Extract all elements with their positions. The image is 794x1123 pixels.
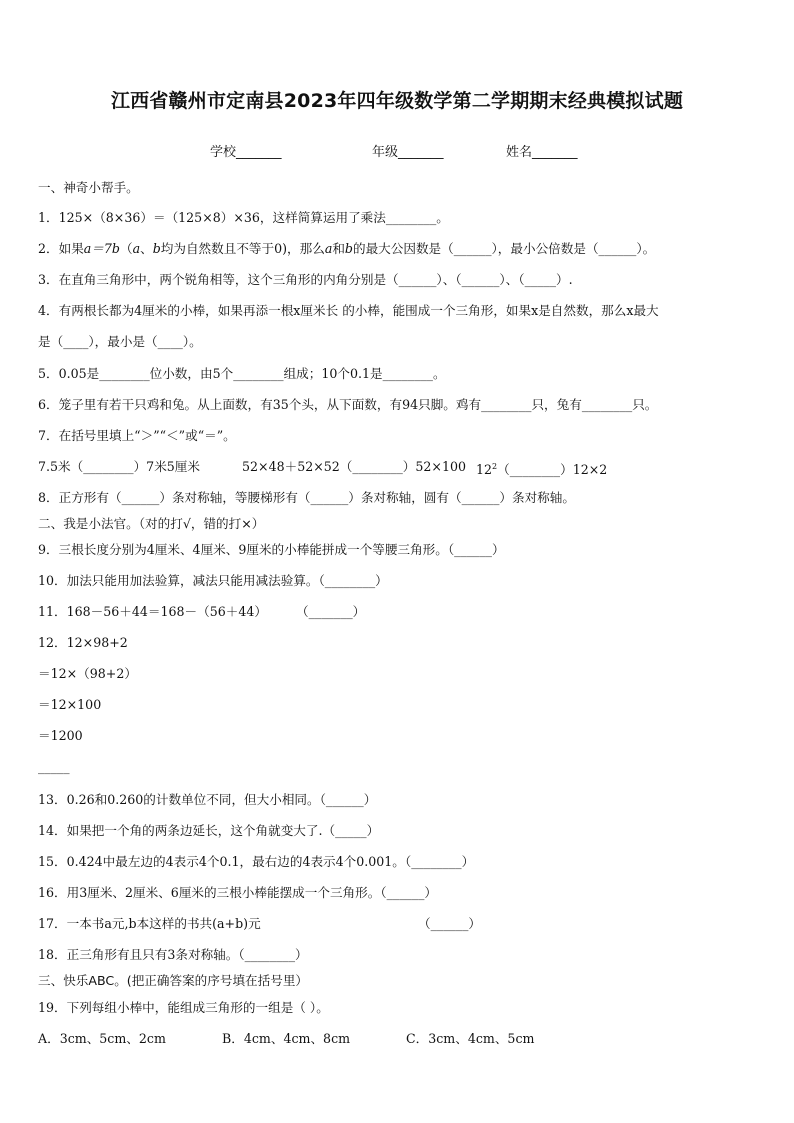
question-7-compare-a: 7.5米（________）7米5厘米 (38, 459, 200, 474)
question-5: 5．0.05是________位小数，由5个________组成；10个0.1是________。 (38, 366, 446, 381)
question-1: 1．125×（8×36）＝（125×8）×36，这样简算运用了乘法________。 (38, 210, 449, 225)
question-4-line-1: 4．有两根长都为4厘米的小棒，如果再添一根x厘米长 的小棒，能围成一个三角形，如果x是自然数，那么x最大 (38, 303, 659, 318)
option-b: B．4cm、4cm、8cm (222, 1031, 351, 1046)
question-12-line-4: ＝1200 (38, 728, 83, 743)
question-2-text-e: 和 (332, 241, 345, 256)
section-heading-2: 二、我是小法官。（对的打√，错的打×） (38, 516, 265, 531)
section-heading-1: 一、神奇小帮手。 (38, 180, 139, 195)
question-14: 14．如果把一个角的两条边延长，这个角就变大了.（_____） (38, 823, 380, 838)
question-3: 3．在直角三角形中，两个锐角相等，这个三角形的内角分别是（______）、（______）、（_____）. (38, 272, 573, 287)
grade-field: 年级_______ (372, 145, 444, 160)
question-4-line-2: 是（____），最小是（____）。 (38, 334, 202, 349)
question-2-text-a: 2．如果 (38, 241, 84, 256)
school-field: 学校_______ (210, 145, 282, 160)
page-title: 江西省赣州市定南县2023年四年级数学第二学期期末经典模拟试题 (110, 90, 684, 112)
question-2-var-b: b (152, 241, 161, 256)
question-9: 9．三根长度分别为4厘米、4厘米、9厘米的小棒能拼成一个等腰三角形。（______） (38, 542, 505, 557)
question-2-equation: a＝7b (83, 241, 120, 256)
question-2-text-d: 均为自然数且不等于0)，那么 (160, 241, 325, 256)
question-17-answer: （______） (418, 916, 481, 931)
question-13: 13．0.26和0.260的计数单位不同，但大小相同。（______） (38, 792, 377, 807)
question-2-var-a2: a (324, 241, 333, 256)
option-c: C．3cm、4cm、5cm (406, 1031, 535, 1046)
question-7-compare-c (476, 459, 607, 478)
question-7-exponent: 2 (492, 462, 498, 471)
question-16: 16．用3厘米、2厘米、6厘米的三根小棒能摆成一个三角形。（______） (38, 885, 437, 900)
question-12-line-2: ＝12×（98+2） (38, 666, 137, 681)
question-7: 7．在括号里填上“＞”“＜”或“＝”。 (38, 428, 236, 443)
question-15: 15．0.424中最左边的4表示4个0.1，最右边的4表示4个0.001。（________） (38, 854, 475, 869)
question-18: 18．正三角形有且只有3条对称轴。（________） (38, 947, 308, 962)
question-2-var-b2: b (344, 241, 353, 256)
question-2-text-c: 、 (140, 241, 153, 256)
question-2-text-b: （ (119, 241, 133, 256)
question-7-base: 12 (476, 462, 493, 478)
question-7-rest: （________）12×2 (497, 462, 608, 478)
question-17-statement: 17．一本书a元,b本这样的书共(a+b)元 (38, 916, 261, 931)
question-8: 8．正方形有（______）条对称轴，等腰梯形有（______）条对称轴，圆有（______）条对称轴。 (38, 490, 575, 505)
question-12-line-3: ＝12×100 (38, 697, 102, 712)
question-7-compare-b: 52×48＋52×52（________）52×100 (242, 459, 466, 474)
question-2 (38, 241, 655, 257)
question-11-answer: （_______） (296, 604, 366, 619)
question-2-text-f: 的最大公因数是（______），最小公倍数是（______）。 (352, 241, 656, 256)
question-12-answer: _____ (38, 759, 70, 774)
option-a: A．3cm、5cm、2cm (38, 1031, 166, 1046)
question-6: 6．笼子里有若干只鸡和兔。从上面数，有35个头，从下面数，有94只脚。鸡有________只，兔有________只。 (38, 397, 658, 412)
question-10: 10．加法只能用加法验算，减法只能用减法验算。（________） (38, 573, 388, 588)
question-11-expression: 11．168－56＋44＝168－（56＋44） (38, 604, 267, 619)
question-19: 19．下列每组小棒中，能组成三角形的一组是（ ）。 (38, 1000, 329, 1015)
question-2-var-a: a (132, 241, 141, 256)
name-field: 姓名_______ (506, 145, 578, 160)
question-12-line-1: 12．12×98+2 (38, 635, 128, 650)
section-heading-3: 三、快乐ABC。(把正确答案的序号填在括号里） (38, 973, 309, 988)
